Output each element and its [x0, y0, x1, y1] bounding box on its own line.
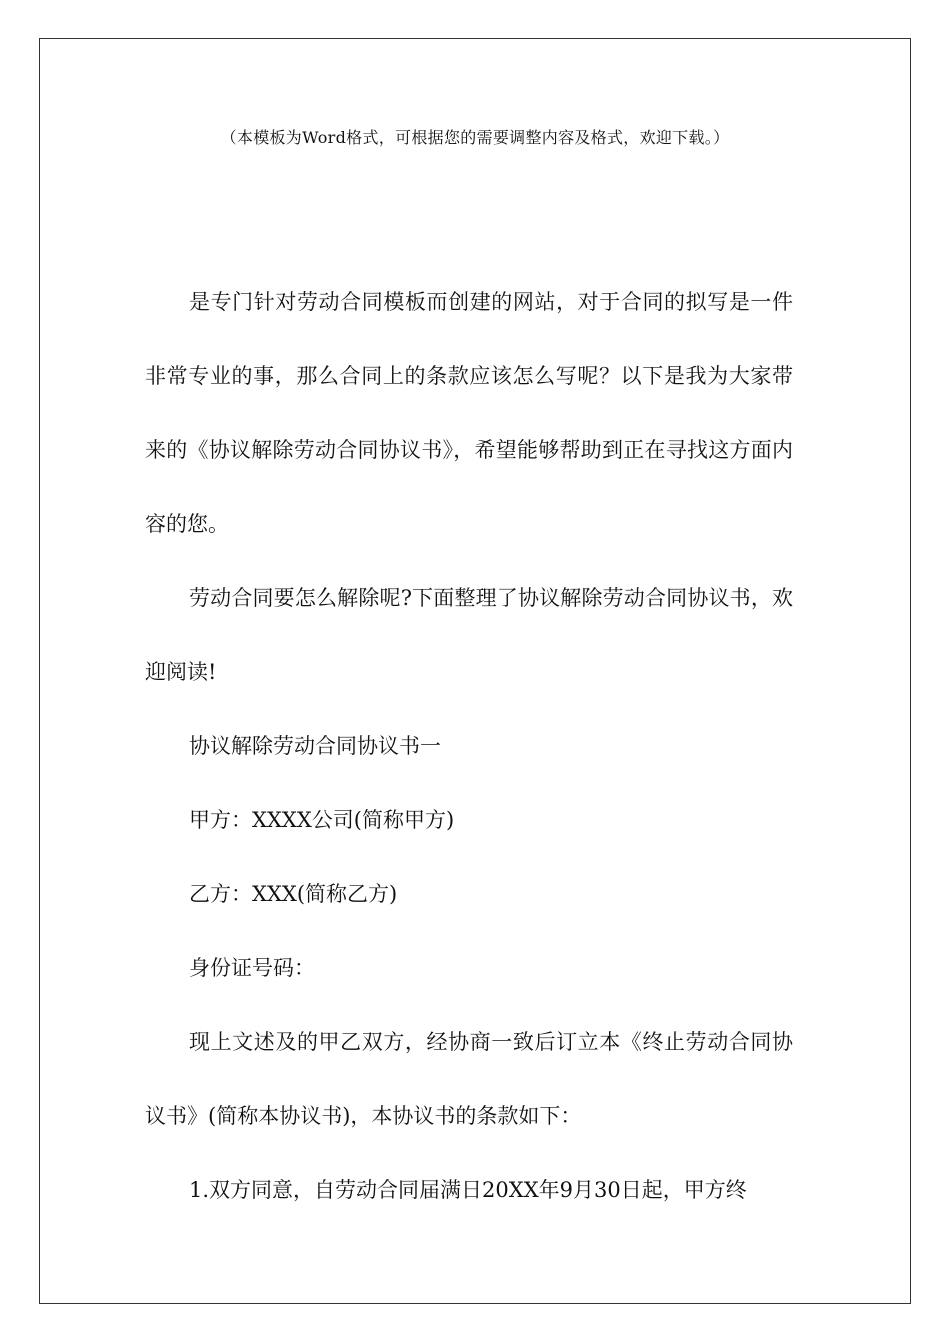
how-to-terminate-paragraph: 劳动合同要怎么解除呢?下面整理了协议解除劳动合同协议书，欢迎阅读!	[145, 586, 793, 684]
party-b-line: 乙方：XXX(简称乙方)	[189, 882, 398, 906]
clause-1-paragraph: 1.双方同意，自劳动合同届满日20XX年9月30日起，甲方终	[189, 1178, 747, 1202]
intro-paragraph: 是专门针对劳动合同模板而创建的网站，对于合同的拟写是一件非常专业的事，那么合同上的条款应该怎么写呢？以下是我为大家带来的《协议解除劳动合同协议书》，希望能够帮助到正在寻找这方面内容的您。	[145, 290, 793, 536]
party-a-line: 甲方：XXXX公司(简称甲方)	[189, 808, 455, 832]
preamble-paragraph: 现上文述及的甲乙双方，经协商一致后订立本《终止劳动合同协议书》(简称本协议书)，本协议书的条款如下：	[145, 1030, 793, 1128]
template-note: （本模板为Word格式，可根据您的需要调整内容及格式，欢迎下载。）	[220, 128, 730, 147]
agreement-title: 协议解除劳动合同协议书一	[189, 734, 441, 758]
id-number-line: 身份证号码：	[189, 956, 315, 980]
document-body	[145, 265, 793, 1227]
